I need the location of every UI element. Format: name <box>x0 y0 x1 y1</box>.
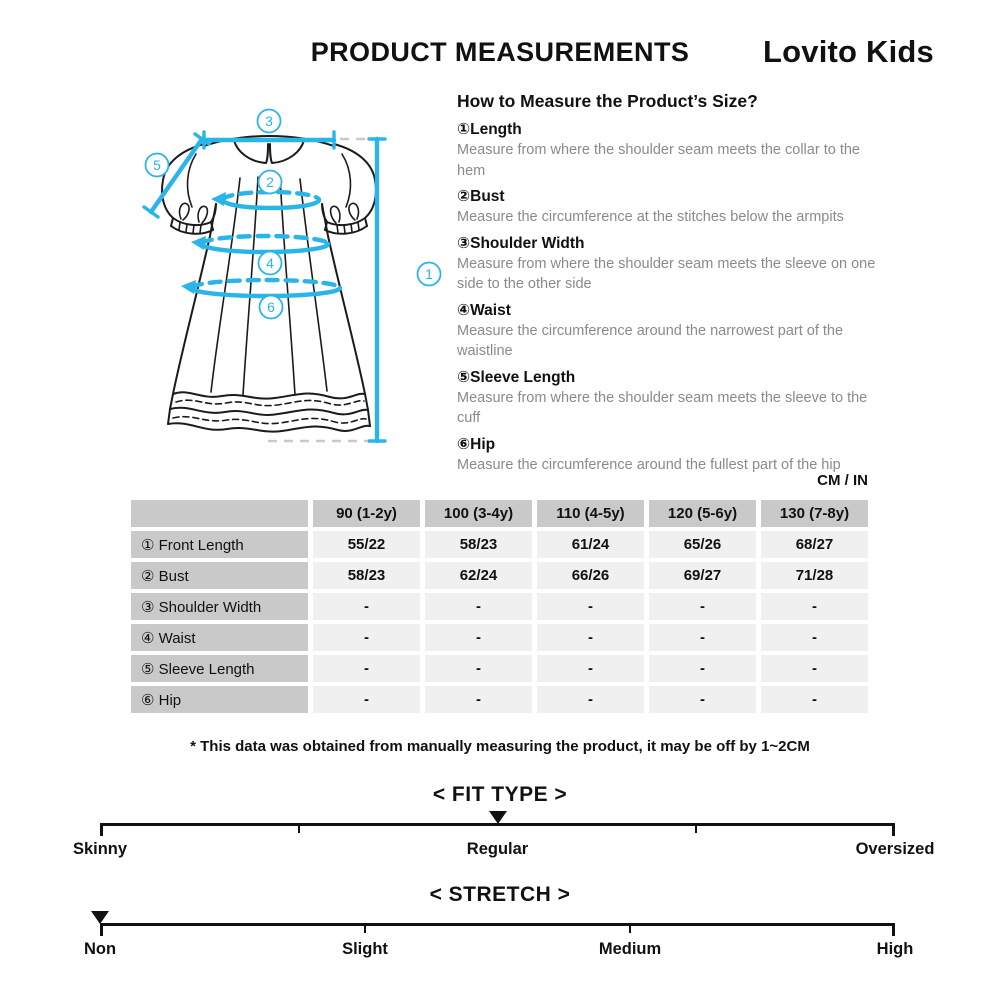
measure-item-title: ①Length <box>457 121 522 138</box>
measurement-disclaimer: * This data was obtained from manually measuring the product, it may be off by 1~2CM <box>190 738 810 755</box>
size-value: - <box>313 655 420 682</box>
measure-item-desc: Measure the circumference around the fullest part of the hip <box>457 456 841 473</box>
size-value: 71/28 <box>761 562 868 589</box>
callout-3 <box>258 110 281 133</box>
measurement-diagram <box>118 98 458 488</box>
size-value: - <box>761 686 868 713</box>
bust-arrow <box>211 192 226 206</box>
svg-text:6: 6 <box>267 299 275 315</box>
size-value: - <box>537 655 644 682</box>
measure-item-desc: Measure from where the shoulder seam meets the sleeve to the cuff <box>457 389 868 426</box>
size-value: - <box>761 593 868 620</box>
scale-label-slight: Slight <box>342 940 388 958</box>
measure-item-title: ③Shoulder Width <box>457 234 585 252</box>
callout-2 <box>259 171 282 194</box>
size-value: - <box>313 593 420 620</box>
size-value: 68/27 <box>761 531 868 558</box>
svg-text:4: 4 <box>266 255 274 271</box>
stretch-axis <box>100 923 895 926</box>
fit-type-scale <box>72 823 935 865</box>
size-value: - <box>649 655 756 682</box>
size-value: 62/24 <box>425 562 532 589</box>
callout-1 <box>418 263 441 286</box>
stretch-scale <box>83 923 914 965</box>
callout-6 <box>260 296 283 319</box>
measure-item-shoulder-width <box>457 233 877 295</box>
measure-item-title: ⑤Sleeve Length <box>457 368 576 386</box>
how-to-measure-section <box>457 91 877 475</box>
axis-end-cap <box>100 923 103 936</box>
size-value: - <box>761 655 868 682</box>
size-value: - <box>649 686 756 713</box>
size-value: - <box>649 624 756 651</box>
scale-label-non: Non <box>83 940 117 958</box>
size-value: 69/27 <box>649 562 756 589</box>
axis-tick <box>364 923 366 933</box>
size-value: 58/23 <box>313 562 420 589</box>
scale-label-regular: Regular <box>466 840 529 858</box>
scale-label-high: High <box>876 940 914 958</box>
size-value: - <box>313 686 420 713</box>
row-label-shoulder-width: ③ Shoulder Width <box>131 593 308 620</box>
axis-end-cap <box>892 923 895 936</box>
units-label: CM / IN <box>817 472 868 489</box>
axis-end-cap <box>100 823 103 836</box>
size-value: - <box>425 686 532 713</box>
scale-label-skinny: Skinny <box>72 840 128 858</box>
size-column-header: 90 (1-2y) <box>313 500 420 527</box>
fit-type-title: < FIT TYPE > <box>432 783 568 806</box>
size-value: - <box>649 593 756 620</box>
stretch-title: < STRETCH > <box>429 883 571 906</box>
size-column-header: 130 (7-8y) <box>761 500 868 527</box>
size-column-header: 110 (4-5y) <box>537 500 644 527</box>
measure-item-waist <box>457 300 877 362</box>
hip-arrow <box>181 280 196 294</box>
row-label-bust: ② Bust <box>131 562 308 589</box>
size-table <box>131 500 868 713</box>
size-value: - <box>425 624 532 651</box>
axis-tick <box>695 823 697 833</box>
size-value: - <box>761 624 868 651</box>
measure-item-title: ⑥Hip <box>457 435 496 453</box>
scale-label-medium: Medium <box>598 940 662 958</box>
how-to-heading: How to Measure the Product’s Size? <box>457 91 758 111</box>
measure-item-desc: Measure the circumference at the stitches below the armpits <box>457 209 844 225</box>
callout-5 <box>146 154 169 177</box>
size-value: 66/26 <box>537 562 644 589</box>
corner-cell <box>131 500 308 527</box>
row-label-waist: ④ Waist <box>131 624 308 651</box>
brand-logo: Lovito Kids <box>763 34 934 69</box>
size-value: 65/26 <box>649 531 756 558</box>
size-value: - <box>313 624 420 651</box>
size-value: - <box>537 686 644 713</box>
scale-label-oversized: Oversized <box>855 840 935 858</box>
size-value: 61/24 <box>537 531 644 558</box>
fit-type-marker <box>489 811 507 824</box>
size-column-header: 100 (3-4y) <box>425 500 532 527</box>
measure-item-title: ②Bust <box>457 188 505 205</box>
row-label-sleeve-length: ⑤ Sleeve Length <box>131 655 308 682</box>
stretch-marker <box>91 911 109 924</box>
measure-item-hip <box>457 434 877 476</box>
axis-tick <box>629 923 631 933</box>
measure-item-desc: Measure the circumference around the narrowest part of the waistline <box>457 322 844 359</box>
measure-item-desc: Measure from where the shoulder seam meets the sleeve on one side to the other side <box>457 255 876 292</box>
svg-text:2: 2 <box>266 174 274 190</box>
size-value: - <box>425 593 532 620</box>
size-value: 55/22 <box>313 531 420 558</box>
shoulder-width-line <box>204 132 334 148</box>
row-label-hip: ⑥ Hip <box>131 686 308 713</box>
measure-item-desc: Measure from where the shoulder seam meets the collar to the hem <box>457 142 860 179</box>
size-value: - <box>425 655 532 682</box>
size-value: - <box>537 593 644 620</box>
measure-item-title: ④Waist <box>457 301 511 319</box>
hip-ellipse <box>181 280 340 296</box>
size-column-header: 120 (5-6y) <box>649 500 756 527</box>
measure-item-sleeve-length <box>457 367 877 429</box>
callout-4 <box>259 252 282 275</box>
length-line <box>369 139 385 441</box>
svg-text:3: 3 <box>265 113 273 129</box>
svg-text:1: 1 <box>425 266 433 282</box>
waist-arrow <box>191 236 206 250</box>
page-title: PRODUCT MEASUREMENTS <box>310 37 690 67</box>
svg-text:5: 5 <box>153 157 161 173</box>
axis-end-cap <box>892 823 895 836</box>
axis-tick <box>298 823 300 833</box>
measure-item-bust <box>457 186 877 228</box>
measure-item-length <box>457 119 877 181</box>
size-value: 58/23 <box>425 531 532 558</box>
size-value: - <box>537 624 644 651</box>
row-label-front-length: ① Front Length <box>131 531 308 558</box>
